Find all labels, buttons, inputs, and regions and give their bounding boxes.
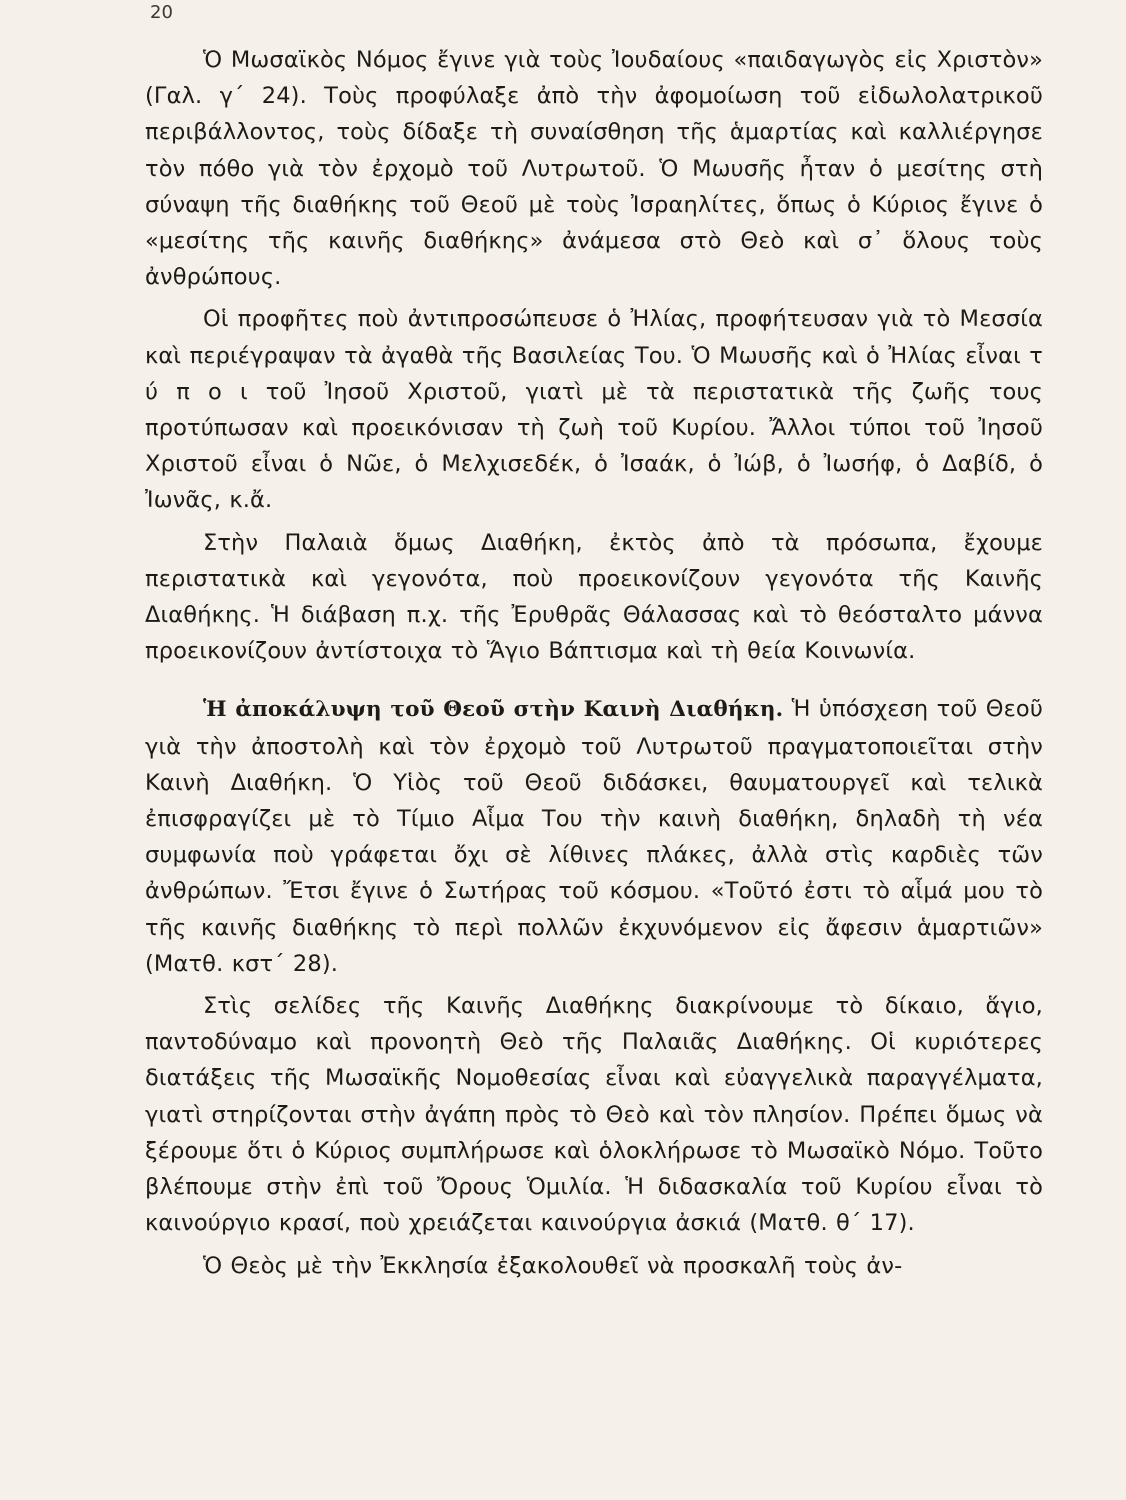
section-heading: Ἡ ἀποκάλυψη τοῦ Θεοῦ στὴν Καινὴ Διαθήκη. bbox=[203, 697, 784, 723]
text-column bbox=[145, 42, 1043, 1290]
paragraph-new-testament-pages: Στὶς σελίδες τῆς Καινῆς Διαθήκης διακρίνουμε τὸ δίκαιο, ἅγιο, παντοδύναμο καὶ προνοητὴ Θεὸ τῆς Παλαιᾶς Διαθήκης. Οἱ κυριότερες διατάξεις τῆς Μωσαϊκῆς Νομοθεσίας εἶναι καὶ εὐαγγελικὰ παραγγέλματα, γιατὶ στηρίζονται στὴν ἀγάπη πρὸς τὸ Θεὸ καὶ τὸν πλησίον. Πρέπει ὅμως νὰ ξέρουμε ὅτι ὁ Κύριος συμπλήρωσε καὶ ὁλοκλήρωσε τὸ Μωσαϊκὸ Νόμο. Τοῦτο βλέπουμε στὴν ἐπὶ τοῦ Ὄρους Ὁμιλία. Ἡ διδασκαλία τοῦ Κυρίου εἶναι τὸ καινούργιο κρασί, ποὺ χρειάζεται καινούργια ἀσκιά (Ματθ. θ΄ 17). bbox=[145, 993, 1043, 1237]
paragraph-church-invitation: Ὁ Θεὸς μὲ τὴν Ἐκκλησία ἐξακολουθεῖ νὰ προσκαλῆ τοὺς ἀν- bbox=[203, 1252, 903, 1279]
paragraph-mosaic-law: Ὁ Μωσαϊκὸς Νόμος ἔγινε γιὰ τοὺς Ἰουδαίους «παιδαγωγὸς εἰς Χριστὸν» (Γαλ. γ΄ 24). Τοὺς προφύλαξε ἀπὸ τὴν ἀφομοίωση τοῦ εἰδωλολατρικοῦ περιβάλλοντος, τοὺς δίδαξε τὴ συναίσθηση τῆς ἁμαρτίας καὶ καλλιέργησε τὸν πόθο γιὰ τὸν ἐρχομὸ τοῦ Λυτρωτοῦ. Ὁ Μωυσῆς ἦταν ὁ μεσίτης στὴ σύναψη τῆς διαθήκης τοῦ Θεοῦ μὲ τοὺς Ἰσραηλίτες, ὅπως ὁ Κύριος ἔγινε ὁ «μεσίτης τῆς καινῆς διαθήκης» ἀνάμεσα στὸ Θεὸ καὶ σ᾿ ὅλους τοὺς ἀνθρώπους. bbox=[145, 47, 1043, 291]
paragraph-old-testament-events: Στὴν Παλαιὰ ὅμως Διαθήκη, ἐκτὸς ἀπὸ τὰ πρόσωπα, ἔχουμε περιστατικὰ καὶ γεγονότα, ποὺ προεικονίζουν γεγονότα τῆς Καινῆς Διαθήκης. Ἡ διάβαση π.χ. τῆς Ἐρυθρᾶς Θάλασσας καὶ τὸ θεόσταλτο μάννα προεικονίζουν ἀντίστοιχα τὸ Ἅγιο Βάπτισμα καὶ τὴ θεία Κοινωνία. bbox=[145, 529, 1043, 665]
paragraph-prophets: Οἱ προφῆτες ποὺ ἀντιπροσώπευσε ὁ Ἠλίας, προφήτευσαν γιὰ τὸ Μεσσία καὶ περιέγραψαν τὰ ἀγαθὰ τῆς Βασιλείας Του. Ὁ Μωυσῆς καὶ ὁ Ἠλίας εἶναι τ ύ π ο ι τοῦ Ἰησοῦ Χριστοῦ, γιατὶ μὲ τὰ περιστατικὰ τῆς ζωῆς τους προτύπωσαν καὶ προεικόνισαν τὴ ζωὴ τοῦ Κυρίου. Ἄλλοι τύποι τοῦ Ἰησοῦ Χριστοῦ εἶναι ὁ Νῶε, ὁ Μελχισεδέκ, ὁ Ἰσαάκ, ὁ Ἰώβ, ὁ Ἰωσήφ, ὁ Δαβίδ, ὁ Ἰωνᾶς, κ.ἄ. bbox=[145, 306, 1043, 514]
page-number: 20 bbox=[150, 2, 173, 23]
paragraph-new-testament-revelation bbox=[145, 691, 1043, 982]
section-body-text: Ἡ ὑπόσχεση τοῦ Θεοῦ γιὰ τὴν ἀποστολὴ καὶ τὸν ἐρχομὸ τοῦ Λυτρωτοῦ πραγματοποιεῖται στὴν Καινὴ Διαθήκη. Ὁ Υἱὸς τοῦ Θεοῦ διδάσκει, θαυματουργεῖ καὶ τελικὰ ἐπισφραγίζει μὲ τὸ Τίμιο Αἷμα Του τὴν καινὴ διαθήκη, δηλαδὴ τὴ νέα συμφωνία ποὺ γράφεται ὄχι σὲ λίθινες πλάκες, ἀλλὰ στὶς καρδιὲς τῶν ἀνθρώπων. Ἔτσι ἔγινε ὁ Σωτήρας τοῦ κόσμου. «Τοῦτό ἐστι τὸ αἷμά μου τὸ τῆς καινῆς διαθήκης τὸ περὶ πολλῶν ἐκχυνόμενον εἰς ἄφεσιν ἁμαρτιῶν» (Ματθ. κστ΄ 28). bbox=[145, 696, 1043, 977]
